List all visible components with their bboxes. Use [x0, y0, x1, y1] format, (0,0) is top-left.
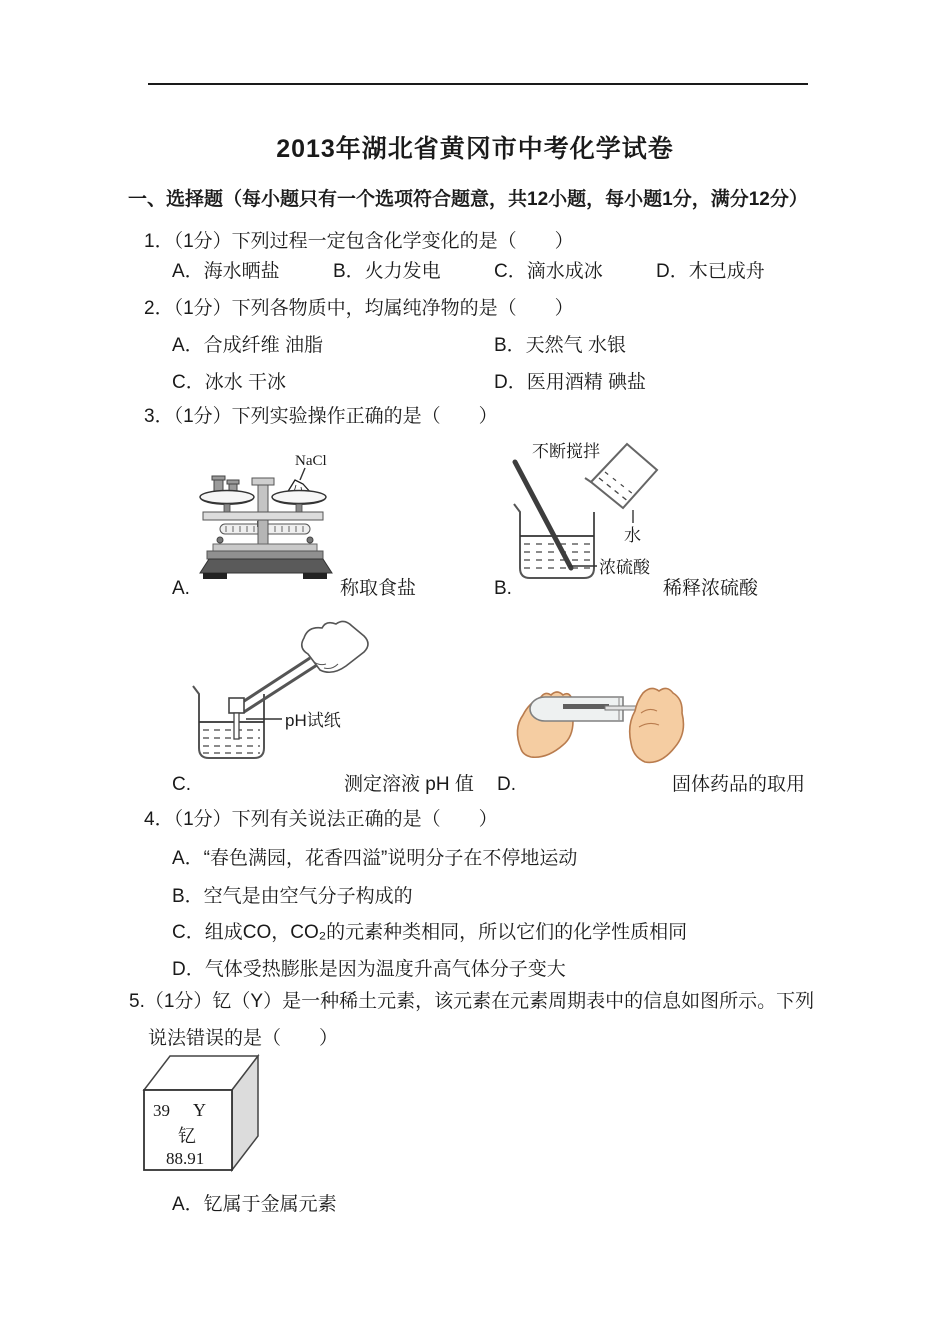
figure-a-balance	[195, 452, 380, 584]
element-tile-illustration	[140, 1052, 270, 1174]
q4-option-a: A．“春色满园，花香四溢”说明分子在不停地运动	[172, 848, 578, 869]
right-hand	[630, 688, 684, 762]
stir-label: 不断搅拌	[532, 442, 600, 461]
q2-stem: 2．（1分）下列各物质中，均属纯净物的是（ ）	[144, 298, 574, 319]
figure-d-letter: D.	[497, 774, 516, 795]
solid-transfer-illustration	[505, 633, 705, 775]
q1-option-b: B．火力发电	[333, 261, 441, 282]
q1-stem: 1．（1分）下列过程一定包含化学变化的是（ ）	[144, 231, 574, 252]
ph-paper	[229, 698, 244, 713]
q4-stem: 4．（1分）下列有关说法正确的是（ ）	[144, 809, 498, 830]
acid-label: 浓硫酸	[599, 558, 650, 577]
figure-b-letter: B.	[494, 578, 512, 599]
element-atomic-mass: 88.91	[166, 1149, 205, 1168]
figure-d-solid-transfer	[505, 633, 705, 775]
ph-test-illustration	[190, 618, 395, 770]
figure-d-caption: 固体药品的取用	[672, 774, 806, 795]
q1-option-a: A．海水晒盐	[172, 261, 280, 282]
element-atomic-number: 39	[153, 1101, 170, 1120]
dilution-illustration	[505, 430, 667, 582]
solid-sample	[563, 704, 609, 709]
figure-c-ph-test	[190, 618, 395, 770]
q4-option-c: C．组成CO，CO₂的元素种类相同，所以它们的化学性质相同	[172, 922, 688, 943]
q3-stem: 3．（1分）下列实验操作正确的是（ ）	[144, 406, 498, 427]
ph-paper-label: pH试纸	[285, 711, 341, 730]
q1-option-c: C．滴水成冰	[494, 261, 603, 282]
figure-a-caption: 称取食盐	[340, 578, 417, 599]
element-name: 钇	[178, 1126, 196, 1146]
q2-option-b: B．天然气 水银	[494, 335, 626, 356]
tweezers	[238, 658, 310, 705]
q2-option-a: A．合成纤维 油脂	[172, 335, 323, 356]
figure-c-caption: 测定溶液 pH 值	[344, 774, 474, 795]
water-label: 水	[624, 526, 641, 545]
stirring-rod	[515, 462, 571, 568]
header-rule	[148, 83, 808, 85]
q2-option-d: D．医用酒精 碘盐	[494, 372, 647, 393]
figure-b-dilution	[505, 430, 667, 582]
figure-c-letter: C.	[172, 774, 191, 795]
q5-stem-line1: 5.（1分）钇（Y）是一种稀土元素，该元素在元素周期表中的信息如图所示。下列	[129, 991, 815, 1012]
element-symbol: Y	[193, 1100, 206, 1120]
q1-option-d: D．木已成舟	[656, 261, 765, 282]
q4-option-d: D．气体受热膨胀是因为温度升高气体分子变大	[172, 959, 566, 980]
figure-b-caption: 稀释浓硫酸	[663, 578, 759, 599]
q2-option-c: C．冰水 干冰	[172, 372, 287, 393]
page-title: 2013年湖北省黄冈市中考化学试卷	[276, 135, 674, 163]
hand-illustration	[302, 621, 368, 672]
q4-option-b: B．空气是由空气分子构成的	[172, 886, 413, 907]
nacl-label: NaCl	[295, 453, 327, 469]
q5-option-a: A．钇属于金属元素	[172, 1194, 337, 1215]
q5-stem-line2: 说法错误的是（ ）	[148, 1028, 339, 1049]
figure-a-letter: A.	[172, 578, 190, 599]
section-heading: 一、选择题（每小题只有一个选项符合题意，共12小题，每小题1分，满分12分）	[128, 189, 808, 210]
balance-illustration	[195, 452, 380, 584]
element-tile	[140, 1052, 270, 1174]
